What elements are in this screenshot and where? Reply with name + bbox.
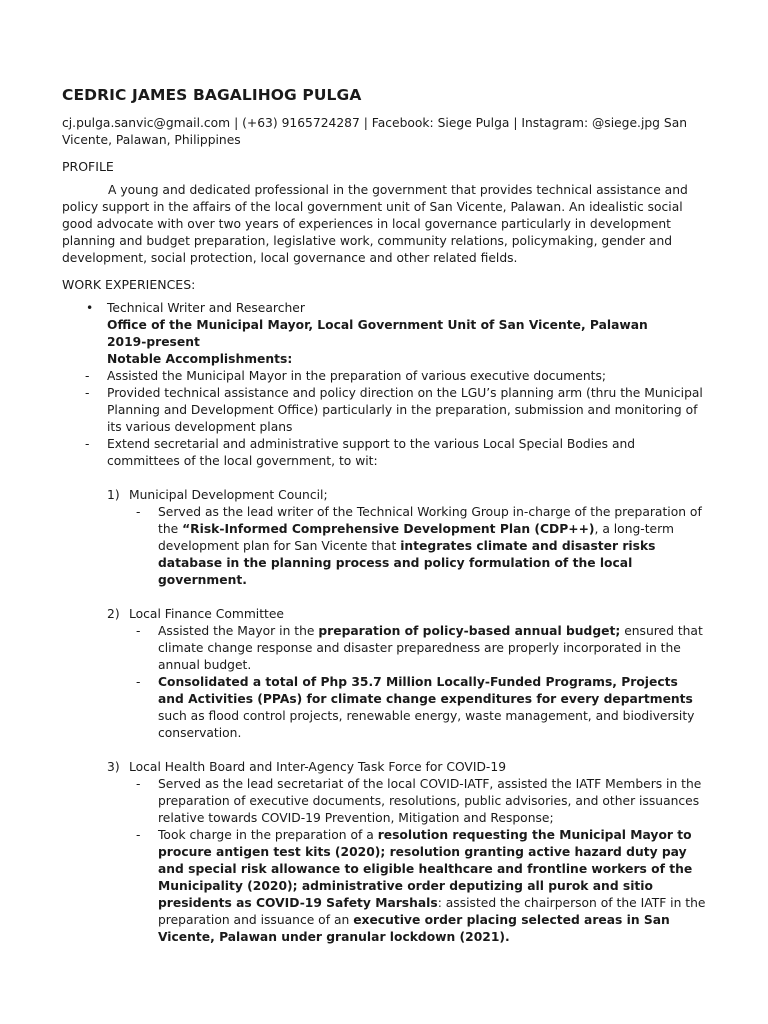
dash-icon: -: [136, 828, 141, 842]
dash-icon: -: [136, 675, 141, 689]
body-item: - Consolidated a total of Php 35.7 Million Locally-Funded Programs, Projects and Activities (PPAs) for climate change expenditures for every departments such as flood control projects, renewable energy, waste management, and biodiversity conservation.: [136, 675, 695, 740]
body-item: - Took charge in the preparation of a resolution requesting the Municipal Mayor to procure antigen test kits (2020); resolution granting active hazard duty pay and special risk allowance to eligible healthcare and frontline workers of the Municipality (2020); administrative order deputizing all purok and sitio presidents as COVID-19 Safety Marshals: assisted the chairperson of the IATF in the preparation and issuance of an executive order placing selected areas in San Vicente, Palawan under granular lockdown (2021).: [136, 828, 706, 944]
contact-info: [62, 115, 706, 149]
body-item: - Served as the lead secretariat of the local COVID-IATF, assisted the IATF Members in the preparation of executive documents, resolutions, public advisories, and other issuances relative towards COVID-19 Prevention, Mitigation and Response;: [136, 777, 702, 825]
dash-icon: -: [85, 437, 90, 451]
resume-name: CEDRIC JAMES BAGALIHOG PULGA: [62, 86, 362, 104]
accomplishment-item: - Provided technical assistance and policy direction on the LGU’s planning arm (thru the Municipal Planning and Development Office) particularly in the preparation, submission and monitoring of its various development plans: [85, 386, 703, 434]
body-local-health-board-iatf: [107, 759, 706, 946]
bullet-icon: •: [86, 301, 94, 315]
job-entry: [62, 300, 706, 368]
body-municipal-development-council: [107, 487, 706, 589]
accomplishment-item: - Extend secretarial and administrative support to the various Local Special Bodies and committees of the local government, to wit:: [85, 437, 636, 468]
work-heading: WORK EXPERIENCES:: [62, 277, 196, 292]
body-item: - Assisted the Mayor in the preparation of policy-based annual budget; ensured that climate change response and disaster preparedness are properly incorporated in the annual budget.: [136, 624, 703, 672]
contact-line-1: cj.pulga.sanvic@gmail.com | (+63) 9165724287 | Facebook: Siege Pulga | Instagram: @siege.jpg San: [62, 116, 688, 130]
accomplishment-list: [62, 368, 706, 470]
job-title: Technical Writer and Researcher: [107, 301, 305, 315]
dash-icon: -: [85, 386, 90, 400]
body-heading: 3) Local Health Board and Inter-Agency Task Force for COVID-19: [107, 760, 507, 774]
dash-icon: -: [85, 369, 90, 383]
body-local-finance-committee: [107, 606, 706, 742]
dash-icon: -: [136, 624, 141, 638]
dash-icon: -: [136, 777, 141, 791]
body-item: - Served as the lead writer of the Technical Working Group in-charge of the preparation of the “Risk-Informed Comprehensive Development Plan (CDP++), a long-term development plan for San Vicente that integrates climate and disaster risks database in the planning process and policy formulation of the local government.: [136, 505, 702, 587]
profile-body: A young and dedicated professional in the government that provides technical assistance and policy support in the affairs of the local government unit of San Vicente, Palawan. An idealistic social good advocate with over two years of experiences in local governance particularly in development planning and budget preparation, legislative work, community relations, policymaking, gender and development, social protection, local governance and other related fields.: [62, 183, 688, 265]
job-period: 2019-present: [107, 335, 200, 349]
body-heading: 1) Municipal Development Council;: [107, 488, 328, 502]
notable-label: Notable Accomplishments:: [107, 352, 293, 366]
profile-heading: PROFILE: [62, 159, 114, 174]
dash-icon: -: [136, 505, 141, 519]
contact-line-2: Vicente, Palawan, Philippines: [62, 133, 241, 147]
body-heading: 2) Local Finance Committee: [107, 607, 284, 621]
body-items: [107, 623, 706, 742]
body-items: [107, 776, 706, 946]
accomplishment-item: - Assisted the Municipal Mayor in the preparation of various executive documents;: [85, 369, 606, 383]
job-office: Office of the Municipal Mayor, Local Government Unit of San Vicente, Palawan: [107, 318, 648, 332]
body-items: [107, 504, 706, 589]
